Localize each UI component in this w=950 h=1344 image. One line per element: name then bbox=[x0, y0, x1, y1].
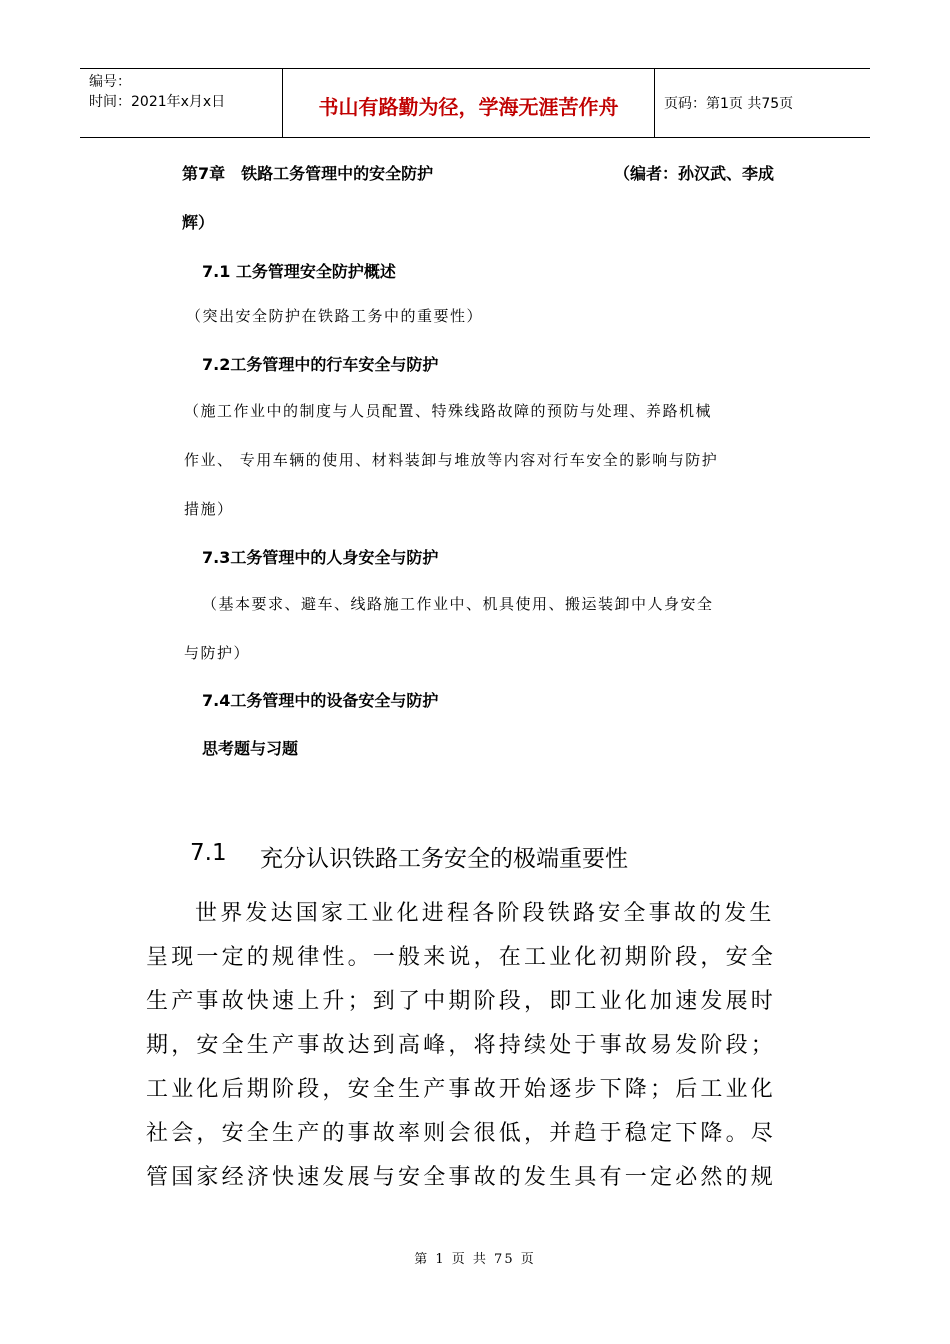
header-divider bbox=[654, 69, 655, 137]
chapter-title: 第7章 铁路工务管理中的安全防护 bbox=[182, 164, 434, 183]
body-line: 管国家经济快速发展与安全事故的发生具有一定必然的规 bbox=[146, 1165, 777, 1190]
outline-desc-7-1: （突出安全防护在铁路工务中的重要性） bbox=[186, 307, 484, 325]
doc-date: 时间：2021年x月x日 bbox=[89, 94, 226, 110]
body-line: 社会，安全生产的事故率则会很低，并趋于稳定下降。尽 bbox=[146, 1121, 777, 1146]
outline-desc-7-2-line: 作业、 专用车辆的使用、材料装卸与堆放等内容对行车安全的影响与防护 bbox=[184, 451, 719, 469]
doc-number-label: 编号： bbox=[89, 74, 131, 90]
outline-desc-7-3-line: 与防护） bbox=[184, 644, 251, 662]
body-line: 生产事故快速上升；到了中期阶段，即工业化加速发展时 bbox=[146, 989, 777, 1014]
header-motto: 书山有路勤为径，学海无涯苦作舟 bbox=[318, 95, 619, 119]
chapter-editors: （编者：孙汉武、李成 bbox=[614, 164, 775, 183]
outline-exercises: 思考题与习题 bbox=[202, 739, 299, 758]
body-line: 期，安全生产事故达到高峰，将持续处于事故易发阶段； bbox=[146, 1033, 777, 1058]
outline-desc-7-3-line: （基本要求、避车、线路施工作业中、机具使用、搬运装卸中人身安全 bbox=[202, 595, 714, 613]
body-line: 世界发达国家工业化进程各阶段铁路安全事故的发生 bbox=[195, 901, 775, 926]
section-number: 7.1 bbox=[190, 840, 227, 866]
outline-heading-7-2: 7.2工务管理中的行车安全与防护 bbox=[202, 355, 439, 374]
header-page-info: 页码：第1页 共75页 bbox=[664, 96, 794, 112]
page-footer: 第 1 页 共 75 页 bbox=[414, 1252, 536, 1267]
outline-desc-7-2-line: （施工作业中的制度与人员配置、特殊线路故障的预防与处理、养路机械 bbox=[184, 402, 713, 420]
chapter-editors-cont: 辉） bbox=[182, 213, 215, 232]
body-line: 工业化后期阶段，安全生产事故开始逐步下降；后工业化 bbox=[146, 1077, 777, 1102]
page-header bbox=[80, 68, 870, 138]
outline-heading-7-3: 7.3工务管理中的人身安全与防护 bbox=[202, 548, 439, 567]
section-title: 充分认识铁路工务安全的极端重要性 bbox=[260, 846, 628, 872]
outline-heading-7-1: 7.1 工务管理安全防护概述 bbox=[202, 262, 396, 281]
outline-desc-7-2-line: 措施） bbox=[184, 500, 234, 518]
body-line: 呈现一定的规律性。一般来说，在工业化初期阶段，安全 bbox=[146, 945, 777, 970]
outline-heading-7-4: 7.4工务管理中的设备安全与防护 bbox=[202, 691, 439, 710]
